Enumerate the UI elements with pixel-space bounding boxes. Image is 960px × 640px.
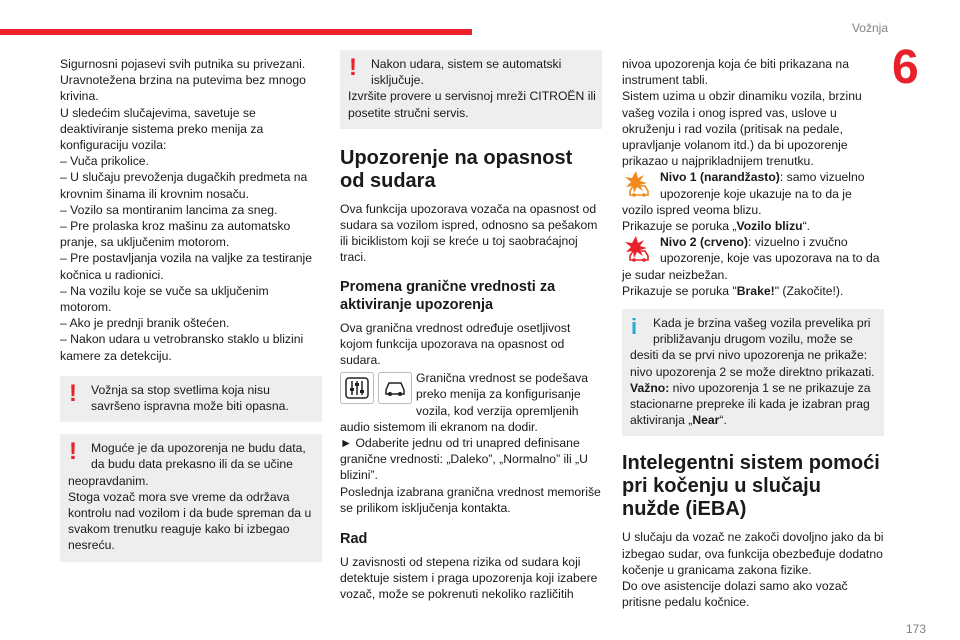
list-item: – Na vozilu koje se vuče sa uključenim motorom. (60, 283, 269, 315)
page-number: 173 (905, 622, 926, 636)
list-item: – Ako je prednji branik oštećen. (60, 316, 230, 331)
paragraph: U slučaju da vozač ne zakoči dovoljno jako da bi izbegao sudar, ova funkcija obezbeđuje dodatno kočenje u granicama zakona fizike. (622, 530, 884, 577)
warning-box (340, 50, 602, 129)
message-prefix: Prikazuje se poruka „ (622, 219, 737, 234)
message-suffix: " (Zakočite!). (774, 283, 844, 298)
warning-text: Vožnja sa stop svetlima koja nisu savršeno ispravna može biti opasna. (91, 382, 289, 414)
paragraph: Ova granična vrednost određuje osetljivost kojom funkcija upozorava na opasnost od sudara. (340, 320, 571, 368)
level-2-message: Brake! (736, 283, 775, 298)
paragraph: Sistem uzima u obzir dinamiku vozila, brzinu vašeg vozila i onog ispred vas, uslove u okruženju i rad vozila (pritisak na pedale, upravljanje volanom itd.) da bi upozorenje prikazao u najprikladnijem trenutku. (622, 89, 862, 169)
list-item: – Vuča prikolice. (60, 154, 149, 169)
warning-text: Izvršite provere u servisnoj mreži CITROËN ili posetite stručni servis. (348, 89, 596, 120)
level-2-label: Nivo 2 (crveno) (660, 235, 749, 250)
warning-exclamation-icon: ! (69, 438, 77, 466)
paragraph: Granična vrednost se podešava preko menija za konfigurisanje vozila, kod verzija opremljenih audio sistemom ili ekranom na dodir. (340, 371, 589, 434)
info-near: Near (692, 413, 720, 428)
instruction: ► Odaberite jednu od tri unapred definisane granične vrednosti: „Daleko”, „Normalno” ili „U blizini”. (340, 436, 588, 483)
list-item: – Pre prolaska kroz mašinu za automatsko pranje, sa uključenim motorom. (60, 219, 291, 250)
info-text: desiti da se prvi nivo upozorenja ne prikaže: nivo upozorenja 2 se može direktno prikazati. (630, 348, 875, 379)
level-1-message: Vozilo blizu (736, 219, 803, 234)
column-1 (60, 56, 322, 562)
warning-box (60, 376, 322, 422)
list-item: – Vozilo sa montiranim lancima za sneg. (60, 202, 278, 217)
section-heading: Upozorenje na opasnost od sudara (340, 146, 573, 192)
info-end: “. (719, 413, 727, 428)
car-icon (378, 372, 412, 404)
info-note: nivo upozorenja 1 se ne prikazuje za stacionarne prepreke ili kada je izabran prag aktiviranja „ (630, 380, 871, 428)
alert-level-1 (622, 169, 884, 218)
paragraph: Do ove asistencije dolazi samo ako vozač pritisne pedalu kočnice. (622, 579, 848, 610)
settings-icons (340, 372, 412, 404)
info-icon: i (631, 314, 638, 340)
running-head: Vožnja (851, 21, 888, 35)
list-item: – Pre postavljanja vozila na valjke za testiranje kočnica u radionici. (60, 251, 313, 282)
level-2-text: : vizuelno i zvučno upozorenje, koje vas upozorava na to da je sudar neizbežan. (622, 235, 880, 282)
warning-text: Moguće je da upozorenja ne budu data, da budu data prekasno ili da se učine (91, 441, 306, 472)
paragraph: nivoa upozorenja koja će biti prikazana na instrument tabli. (622, 57, 849, 88)
paragraph: U zavisnosti od stepena rizika od sudara koji detektuje sistem i praga upozorenja koji izabere vozač, može se pokrenuti nekoliko različitih (340, 555, 598, 602)
collision-alert-icon (622, 169, 656, 199)
level-1-label: Nivo 1 (narandžasto) (660, 170, 780, 185)
text-line: U sledećim slučajevima, savetuje se deaktiviranje sistema preko menija za konfiguraciju vozila: (60, 105, 264, 153)
subsection-heading: Promena granične vrednosti za aktiviranje upozorenja (340, 278, 556, 313)
info-box (622, 309, 884, 436)
warning-exclamation-icon: ! (349, 54, 357, 81)
text-line: Uravnotežena brzina na putevima bez mnogo krivina. (60, 73, 306, 104)
info-note-label: Važno: (630, 380, 670, 395)
alert-level-2 (622, 234, 884, 283)
warning-exclamation-icon: ! (69, 379, 77, 407)
chapter-number: 6 (892, 40, 960, 98)
warning-text: Stoga vozač mora sve vreme da održava kontrolu nad vozilom i da bude spreman da u svakom trenutku reaguje kako bi izbegao nesreću. (68, 489, 312, 553)
warning-text: neopravdanim. (68, 473, 149, 488)
info-text: Kada je brzina vašeg vozila prevelika pri približavanju drugom vozilu, može se (653, 316, 871, 347)
paragraph: Poslednja izabrana granična vrednost memoriše se prilikom isključenja kontakta. (340, 484, 601, 515)
collision-alert-icon (622, 234, 656, 264)
chapter-color-bar (0, 29, 472, 35)
message-prefix: Prikazuje se poruka " (622, 283, 737, 298)
column-2 (340, 50, 602, 603)
settings-sliders-icon (340, 372, 374, 404)
message-suffix: “. (802, 219, 811, 234)
warning-text: Nakon udara, sistem se automatski isključuje. (371, 57, 562, 88)
column-3 (622, 56, 884, 610)
warning-box (60, 434, 322, 561)
subsection-heading: Rad (340, 531, 368, 548)
list-item: – Nakon udara u vetrobransko staklo u blizini kamere za detekciju. (60, 332, 304, 363)
paragraph: Ova funkcija upozorava vozača na opasnost od sudara sa vozilom ispred, odnosno sa pešakom ili biciklistom koji se kreće u toj saobraćajnoj traci. (340, 201, 598, 265)
list-item: – U slučaju prevoženja dugačkih predmeta na krovnim šinama ili krovnim nosaču. (60, 170, 308, 201)
section-heading: Intelegentni sistem pomoći pri kočenju u slučaju nužde (iEBA) (622, 452, 880, 521)
level-1-text: : samo vizuelno upozorenje koje ukazuje na to da je vozilo ispred veoma blizu. (622, 170, 865, 217)
text-line: Sigurnosni pojasevi svih putnika su privezani. (60, 57, 306, 71)
